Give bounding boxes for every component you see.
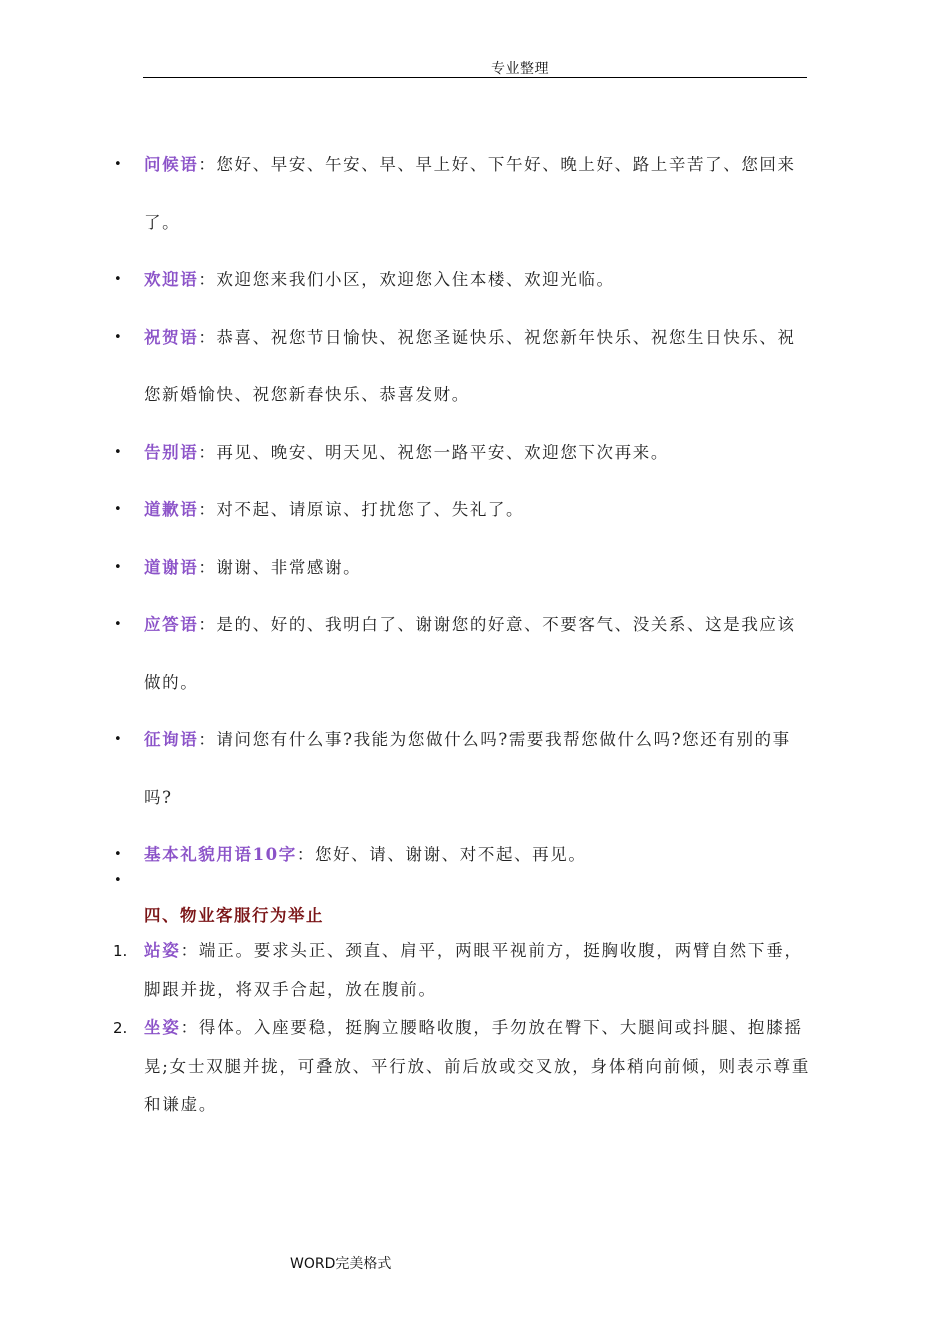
term-colon: ：	[198, 500, 217, 519]
section-heading: 四、物业客服行为举止	[144, 906, 324, 925]
term-colon: ：	[198, 327, 217, 347]
empty-bullet-icon: •	[114, 873, 122, 888]
term-label: 祝贺语	[144, 327, 199, 347]
bullet-icon: •	[114, 329, 124, 345]
list-item-apology	[113, 481, 813, 539]
term-label: 基本礼貌用语10字	[144, 845, 297, 864]
list-item-congratulation	[113, 309, 813, 424]
bullet-icon: •	[114, 502, 124, 517]
behavior-list	[113, 932, 813, 1125]
term-colon: ：	[180, 941, 199, 960]
bullet-icon: •	[114, 157, 124, 172]
page-header-title: 专业整理	[491, 61, 549, 77]
bullet-icon: •	[114, 272, 124, 287]
list-item-response	[113, 596, 813, 711]
behavior-text: 端正。要求头正、颈直、肩平，两眼平视前方，挺胸收腹，两臂自然下垂，脚跟并拢，将双手合起，放在腹前。	[144, 941, 803, 999]
phrase-text: 您好、请、谢谢、对不起、再见。	[314, 845, 587, 864]
term-colon: ：	[296, 845, 315, 864]
term-label: 站姿	[144, 941, 181, 960]
term-label: 应答语	[144, 615, 199, 634]
bullet-icon: •	[114, 559, 124, 575]
phrase-text: 恭喜、祝您节日愉快、祝您圣诞快乐、祝您新年快乐、祝您生日快乐、祝您新婚愉快、祝您新春快乐、恭喜发财。	[144, 327, 796, 404]
term-colon: ：	[198, 615, 217, 634]
phrase-text: 再见、晚安、明天见、祝您一路平安、欢迎您下次再来。	[216, 442, 669, 462]
bullet-icon: •	[114, 847, 124, 862]
term-label: 道歉语	[144, 500, 199, 519]
phrase-text: 是的、好的、我明白了、谢谢您的好意、不要客气、没关系、这是我应该做的。	[144, 615, 796, 692]
list-item-standing	[113, 932, 813, 1009]
page-footer-text: WORD完美格式	[290, 1256, 392, 1272]
term-colon: ：	[198, 270, 217, 289]
term-label: 坐姿	[144, 1018, 181, 1037]
bullet-icon: •	[114, 617, 124, 632]
list-item-basic-courtesy	[113, 826, 813, 884]
phrase-text: 谢谢、非常感谢。	[216, 557, 362, 577]
list-item-farewell	[113, 424, 813, 482]
term-colon: ：	[198, 557, 217, 577]
list-number: 2.	[113, 1019, 128, 1037]
list-item-thanks	[113, 539, 813, 597]
list-item-greeting	[113, 136, 813, 251]
list-item-welcome	[113, 251, 813, 309]
header-divider	[143, 77, 807, 78]
phrase-text: 欢迎您来我们小区，欢迎您入住本楼、欢迎光临。	[216, 270, 615, 289]
bullet-icon: •	[114, 732, 124, 747]
term-label: 欢迎语	[144, 270, 199, 289]
term-label: 道谢语	[144, 557, 199, 577]
term-label: 告别语	[144, 442, 199, 462]
term-colon: ：	[198, 155, 217, 174]
etiquette-phrase-list	[113, 136, 813, 884]
phrase-text: 您好、早安、午安、早、早上好、下午好、晚上好、路上辛苦了、您回来了。	[144, 155, 796, 232]
behavior-text: 得体。入座要稳，挺胸立腰略收腹，手勿放在臀下、大腿间或抖腿、抱膝摇晃;女士双腿并拢，可叠放、平行放、前后放或交叉放，身体稍向前倾，则表示尊重和谦虚。	[144, 1018, 811, 1114]
phrase-text: 请问您有什么事?我能为您做什么吗?需要我帮您做什么吗?您还有别的事吗?	[144, 730, 791, 807]
phrase-text: 对不起、请原谅、打扰您了、失礼了。	[216, 500, 525, 519]
term-colon: ：	[180, 1018, 199, 1037]
bullet-icon: •	[114, 444, 124, 460]
list-number: 1.	[113, 942, 128, 960]
list-item-inquiry	[113, 711, 813, 826]
term-label: 征询语	[144, 730, 199, 749]
term-colon: ：	[198, 442, 217, 462]
term-label: 问候语	[144, 155, 199, 174]
list-item-sitting	[113, 1009, 813, 1125]
term-colon: ：	[198, 730, 217, 749]
